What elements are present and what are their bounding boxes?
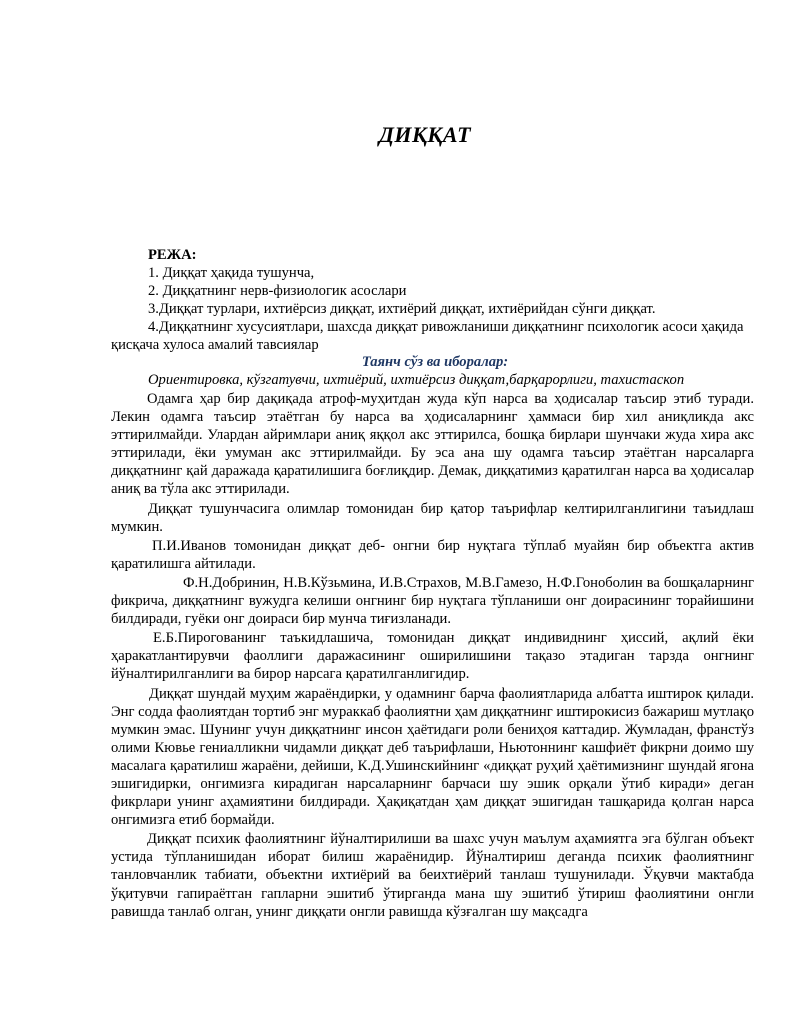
plan-item-3: 3.Диққат турлари, ихтиёрсиз диққат, ихтиёрий диққат, ихтиёрийдан сўнги диққат. <box>148 301 656 317</box>
body-text <box>111 390 754 921</box>
plan-heading: РЕЖА: <box>148 247 197 263</box>
keywords-list: Ориентировка, кўзгатувчи, ихтиёрий, ихтиёрсиз диққат,барқарорлиги, тахистаскоп <box>148 372 685 388</box>
plan-section <box>111 246 759 354</box>
page-title: ДИҚҚАТ <box>378 122 472 147</box>
paragraph: Диққат шундай муҳим жараёндирки, у одамнинг барча фаолиятларида албатта иштирок қилади. Энг содда фаолиятдан тортиб энг мураккаб фаолиятни ҳам диққатнинг иштирокисиз бажариш мутлақо мумкин эмас. Шунинг учун диққатнинг инсон ҳаётидаги роли бениҳоя каттадир. Жумладан, франстўз олими Кювье гениалликни чидамли диққат деб таърифлаши, Ньютоннинг кашфиёт фикрни доимо шу масалага қаратилиш жараёни, дейиши, К.Д.Ушинскийнинг «диққат руҳий ҳаётимизнинг шундай ягона эшигидирки, онгимизга кирадиган нарсаларнинг барчаси шу эшик орқали ўтиб киради» деган фикрлари унинг аҳамиятини билдиради. Ҳақиқатдан ҳам диққат эшигидан ташқарида қолган нарса онгимизга етиб бормайди. <box>111 685 754 829</box>
paragraph: Диққат психик фаолиятнинг йўналтирилиши ва шахс учун маълум аҳамиятга эга бўлган объект устида тўпланишидан иборат билиш жараёнидир. Йўналтириш деганда психик фаолиятнинг танловчанлик табиати, объектни ихтиёрий ва беихтиёрий танлаш тушунилади. Ўқувчи мактабда ўқитувчи гапираётган гапларни эшитиб ўтирганда мана шу эшитиб ўтириш фаолиятини онгли равишда танлаб олган, унинг диққати онгли равишда кўзғалган шу мақсадга <box>111 831 754 920</box>
paragraph: П.И.Иванов томонидан диққат деб- онгни бир нуқтага тўплаб муайян бир объектга актив қаратилишга айтилади. <box>111 537 754 572</box>
paragraph: Ф.Н.Добринин, Н.В.Кўзьмина, И.В.Страхов, М.В.Гамезо, Н.Ф.Гоноболин ва бошқаларнинг фикрича, диққатнинг вужудга келиши онгнинг бир нуқтага тўпланиши онг доирасининг торайишини билдиради, гуёки онг доираси бир мунча тиғизланади. <box>111 574 754 628</box>
plan-item-1: 1. Диққат ҳақида тушунча, <box>148 265 315 281</box>
paragraph: Е.Б.Пироговaнинг таъкидлашича, томонидан диққат индивиднинг ҳиссий, ақлий ёки ҳаракатлантирувчи фаоллиги даражасининг оширилишини тақазо этадиган тарзда онгнинг йўналтирилганлиги ва бирор нарсага қаратилганлигидир. <box>111 630 754 683</box>
paragraph: Одамга ҳар бир дақиқада атроф-муҳитдан жуда кўп нарса ва ҳодисалар таъсир этиб туради. Лекин одамга таъсир этаётган бу нарса ва ҳодисаларнинг ҳаммаси бир хил аниқликда акс эттирилмайди. Улардан айримлари аниқ яққол акс эттирилса, бошқа бирлари шунчаки жуда хира акс эттирилади, ёки умуман акс эттирилмайди. Бу эса ана шу одамга таъсир этаётган нарсаларга диққатнинг қай даражада қаратилишига боғлиқдир. Демак, диққатимиз қаратилган нарса ва ҳодисалар аниқ ва тўла акс эттирилади. <box>111 391 754 498</box>
keywords-title: Таянч сўз ва иборалар: <box>361 354 509 370</box>
plan-item-4: 4.Диққатнинг хусусиятлари, шахсда диққат ривожланиши диққатнинг психологик асоси ҳақида қисқача хулоса амалий тавсиялар <box>111 319 744 353</box>
plan-item-2: 2. Диққатнинг нерв-физиологик асослари <box>148 283 407 299</box>
paragraph: Диққат тушунчасига олимлар томонидан бир қатор таърифлар келтирилганлигини таъидлаш мумкин. <box>111 500 754 535</box>
